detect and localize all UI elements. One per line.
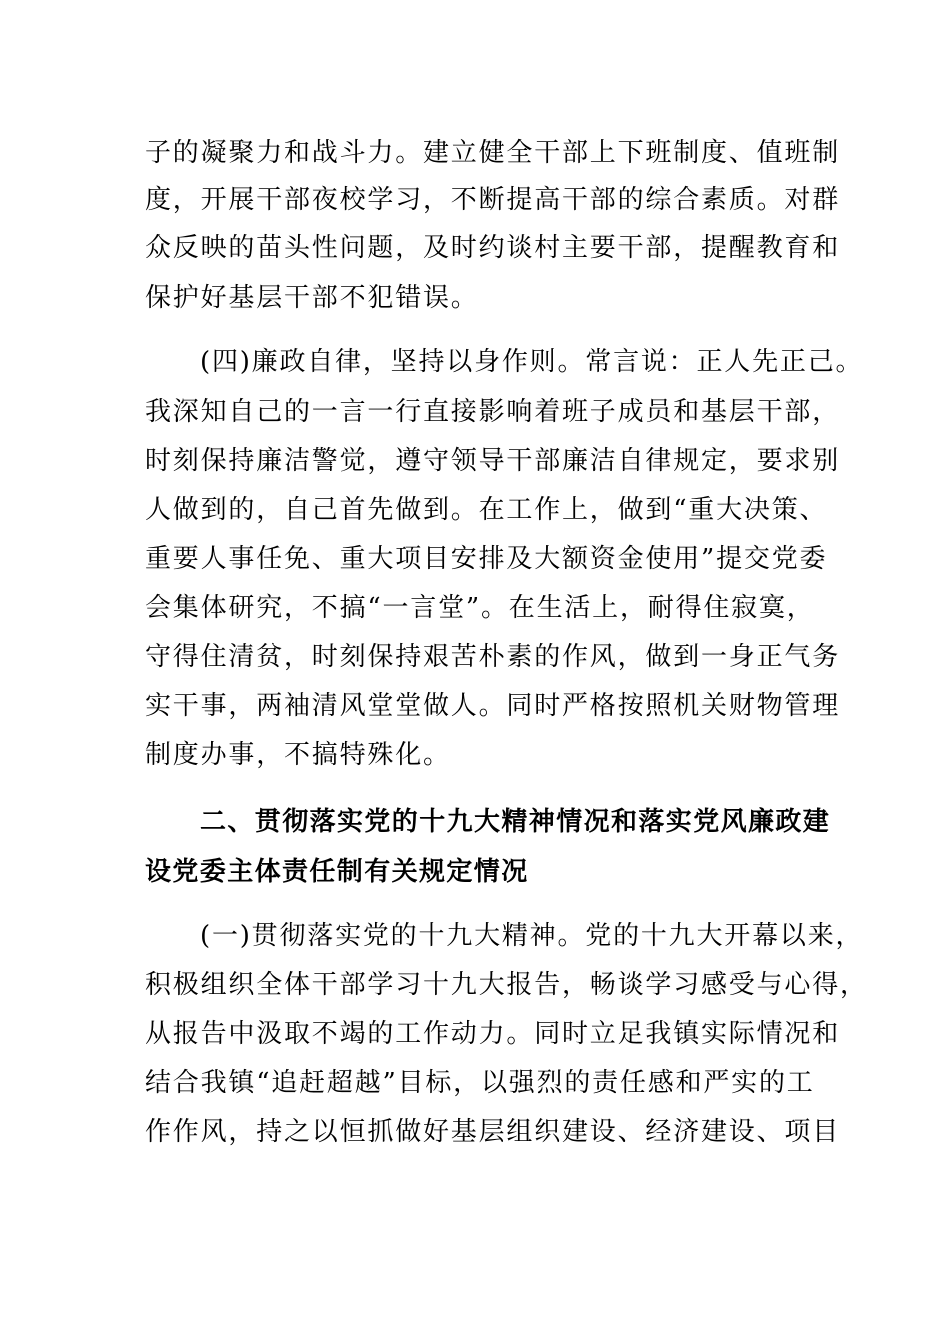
body-text-line: 时刻保持廉洁警觉，遵守领导干部廉洁自律规定，要求别: [145, 446, 841, 476]
body-text-line: 保护好基层干部不犯错误。: [145, 283, 479, 313]
body-text-line: 作作风，持之以恒抓做好基层组织建设、经济建设、项目: [145, 1117, 841, 1147]
paragraph-first-line: (四)廉政自律，坚持以身作则。常言说：正人先正己。: [200, 347, 864, 377]
body-text-line: 重要人事任免、重大项目安排及大额资金使用”提交党委: [145, 544, 828, 574]
body-text-line: 守得住清贫，时刻保持艰苦朴素的作风，做到一身正气务: [145, 642, 841, 672]
body-text-line: 度，开展干部夜校学习，不断提高干部的综合素质。对群: [145, 185, 841, 215]
body-text-line: 子的凝聚力和战斗力。建立健全干部上下班制度、值班制: [145, 138, 841, 168]
section-heading: 二、贯彻落实党的十九大精神情况和落实党风廉政建: [200, 807, 831, 837]
body-text-line: 从报告中汲取不竭的工作动力。同时立足我镇实际情况和: [145, 1019, 841, 1049]
body-text-line: 会集体研究，不搞“一言堂”。在生活上，耐得住寂寞，: [145, 593, 815, 623]
body-text-line: 我深知自己的一言一行直接影响着班子成员和基层干部，: [145, 397, 841, 427]
body-text-line: 结合我镇“追赶超越”目标，以强烈的责任感和严实的工: [145, 1068, 815, 1098]
body-text-line: 人做到的，自己首先做到。在工作上，做到“重大决策、: [145, 495, 828, 525]
body-text-line: 积极组织全体干部学习十九大报告，畅谈学习感受与心得，: [145, 970, 868, 1000]
body-text-line: 制度办事，不搞特殊化。: [145, 740, 451, 770]
section-heading: 设党委主体责任制有关规定情况: [145, 857, 529, 887]
paragraph-first-line: (一)贯彻落实党的十九大精神。党的十九大开幕以来，: [200, 921, 864, 951]
body-text-line: 实干事，两袖清风堂堂做人。同时严格按照机关财物管理: [145, 691, 841, 721]
body-text-line: 众反映的苗头性问题，及时约谈村主要干部，提醒教育和: [145, 233, 841, 263]
